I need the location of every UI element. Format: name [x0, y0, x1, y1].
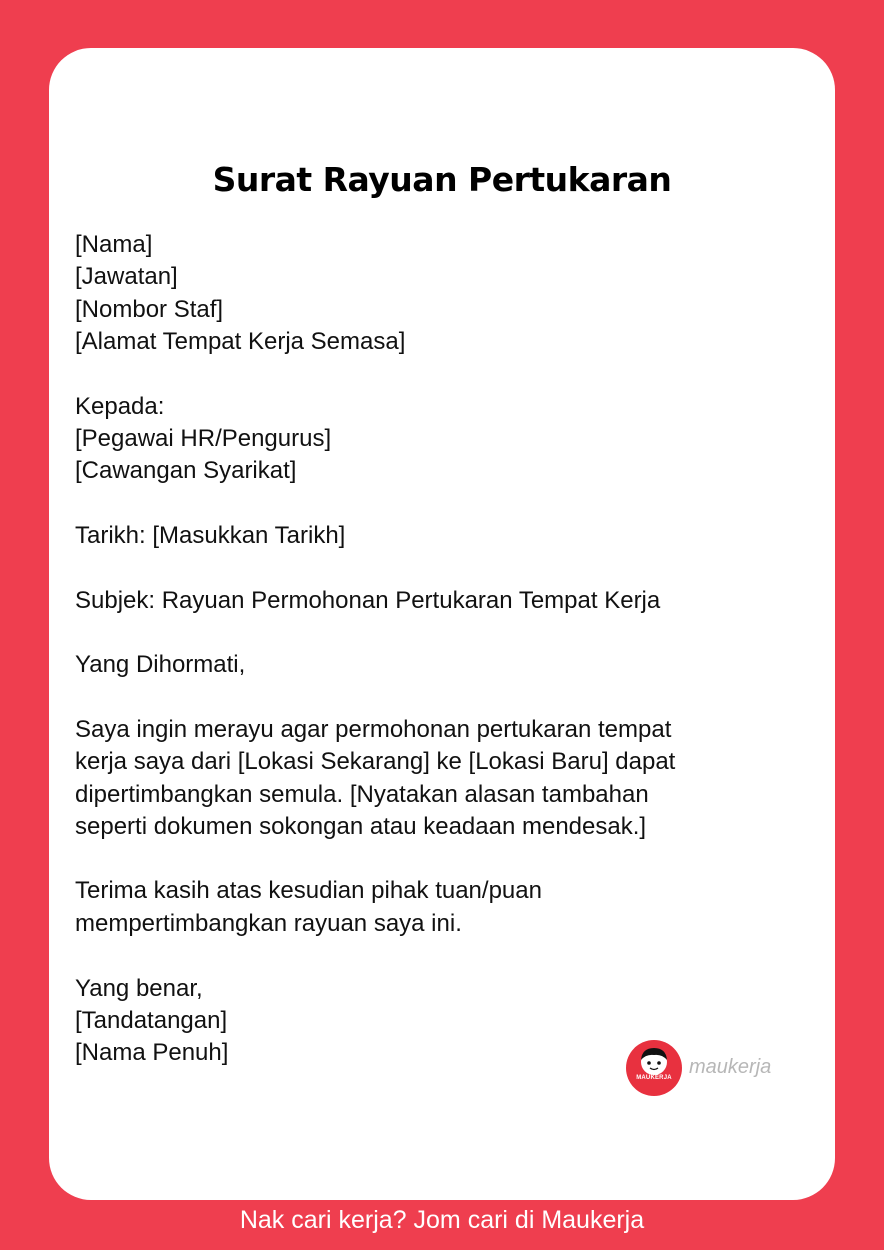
- recipient-label: Kepada:: [75, 393, 165, 420]
- letter-subject: Subjek: Rayuan Permohonan Pertukaran Tempat Kerja: [75, 587, 661, 614]
- letter-salutation: Yang Dihormati,: [75, 651, 246, 678]
- body-line: dipertimbangkan semula. [Nyatakan alasan tambahan: [75, 781, 649, 808]
- sender-name: [Nama]: [75, 231, 153, 258]
- footer-tagline: Nak cari kerja? Jom cari di Maukerja: [239, 1206, 645, 1234]
- sender-workplace-address: [Alamat Tempat Kerja Semasa]: [75, 328, 406, 355]
- letter-card: [49, 48, 835, 1200]
- letter-closing: Yang benar,: [75, 975, 203, 1002]
- sender-position: [Jawatan]: [75, 263, 178, 290]
- body-line: mempertimbangkan rayuan saya ini.: [75, 910, 462, 937]
- logo-caption: MAUKERJA: [636, 1075, 672, 1081]
- body-line: seperti dokumen sokongan atau keadaan mendesak.]: [75, 813, 647, 840]
- letter-date: Tarikh: [Masukkan Tarikh]: [75, 522, 346, 549]
- body-line: kerja saya dari [Lokasi Sekarang] ke [Lokasi Baru] dapat: [75, 748, 676, 775]
- maukerja-logo: [626, 1040, 682, 1096]
- letter-full-name: [Nama Penuh]: [75, 1039, 229, 1066]
- letter-signature: [Tandatangan]: [75, 1007, 228, 1034]
- recipient-officer: [Pegawai HR/Pengurus]: [75, 425, 332, 452]
- recipient-branch: [Cawangan Syarikat]: [75, 457, 297, 484]
- letter-title: Surat Rayuan Pertukaran: [212, 160, 672, 199]
- body-line: Terima kasih atas kesudian pihak tuan/puan: [75, 877, 542, 904]
- brand-name: maukerja: [689, 1056, 772, 1078]
- sender-staff-number: [Nombor Staf]: [75, 296, 224, 323]
- body-line: Saya ingin merayu agar permohonan pertukaran tempat: [75, 716, 672, 743]
- maukerja-mascot-icon: [626, 1040, 682, 1096]
